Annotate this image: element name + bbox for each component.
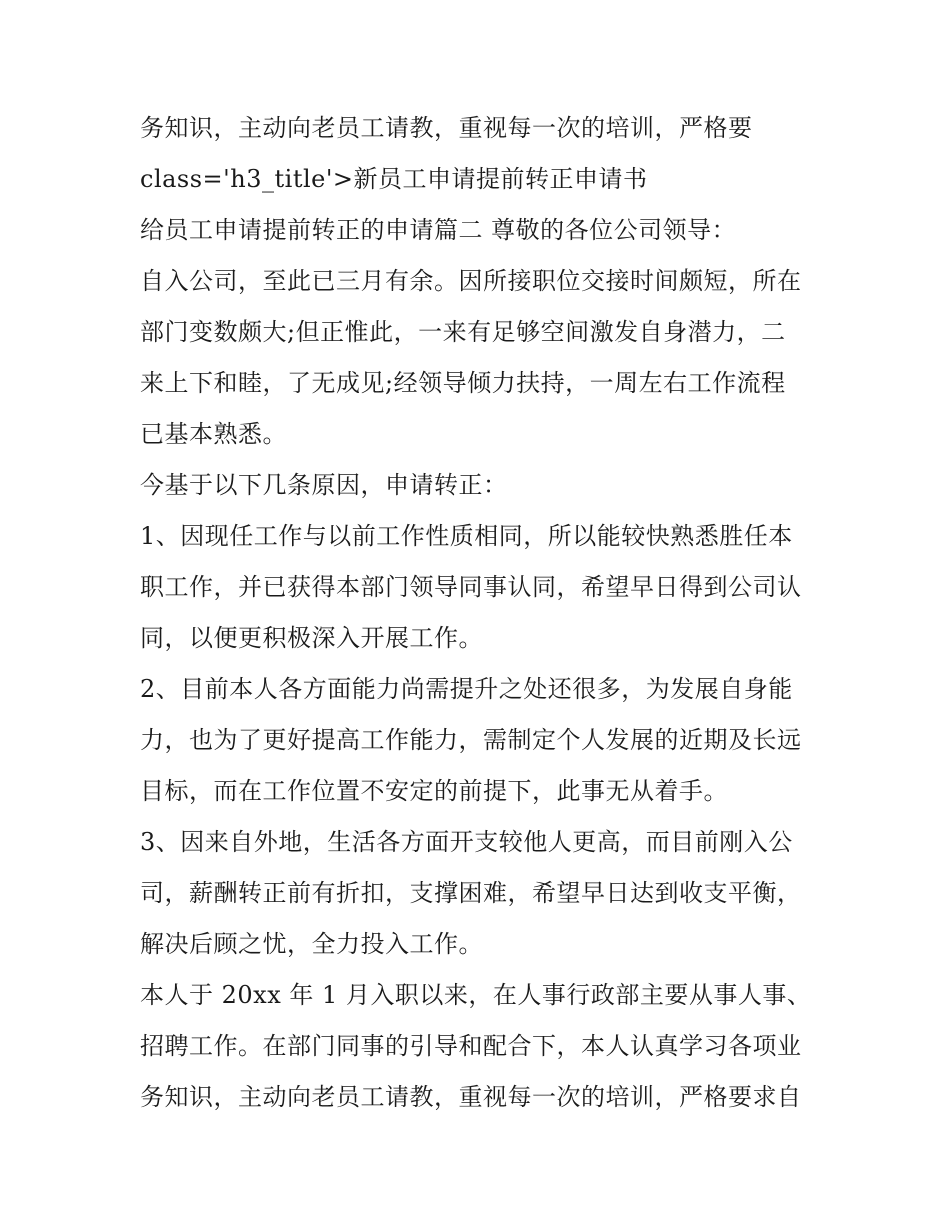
text-line: 职工作，并已获得本部门领导同事认同，希望早日得到公司认	[140, 573, 802, 601]
document-body	[140, 103, 820, 1123]
text-line: 务知识，主动向老员工请教，重视每一次的培训，严格要	[140, 114, 753, 142]
text-line: 自入公司，至此已三月有余。因所接职位交接时间颇短，所在	[140, 267, 802, 295]
list-item-2: 2、目前本人各方面能力尚需提升之处还很多，为发展自身能	[140, 675, 793, 703]
section-heading: class='h3_title'>新员工申请提前转正申请书	[140, 165, 648, 193]
text-line: 司，薪酬转正前有折扣，支撑困难，希望早日达到收支平衡，	[140, 879, 802, 907]
text-line: 同，以便更积极深入开展工作。	[140, 624, 483, 652]
text-line: 给员工申请提前转正的申请篇二 尊敬的各位公司领导：	[140, 216, 737, 244]
text-line: 今基于以下几条原因，申请转正：	[140, 471, 508, 499]
text-line: 力，也为了更好提高工作能力，需制定个人发展的近期及长远	[140, 726, 802, 754]
text-line: 招聘工作。在部门同事的引导和配合下，本人认真学习各项业	[140, 1032, 802, 1060]
list-item-1: 1、因现任工作与以前工作性质相同，所以能较快熟悉胜任本	[140, 522, 793, 550]
text-line: 已基本熟悉。	[140, 420, 287, 448]
text-line: 务知识，主动向老员工请教，重视每一次的培训，严格要求自	[140, 1083, 802, 1111]
text-line: 解决后顾之忧，全力投入工作。	[140, 930, 483, 958]
text-line: 目标，而在工作位置不安定的前提下，此事无从着手。	[140, 777, 728, 805]
list-item-3: 3、因来自外地，生活各方面开支较他人更高，而目前刚入公	[140, 828, 793, 856]
text-line: 本人于 20xx 年 1 月入职以来，在人事行政部主要从事人事、	[140, 981, 812, 1009]
text-line: 部门变数颇大;但正惟此，一来有足够空间激发自身潜力，二	[140, 318, 786, 346]
text-line: 来上下和睦，了无成见;经领导倾力扶持，一周左右工作流程	[140, 369, 786, 397]
